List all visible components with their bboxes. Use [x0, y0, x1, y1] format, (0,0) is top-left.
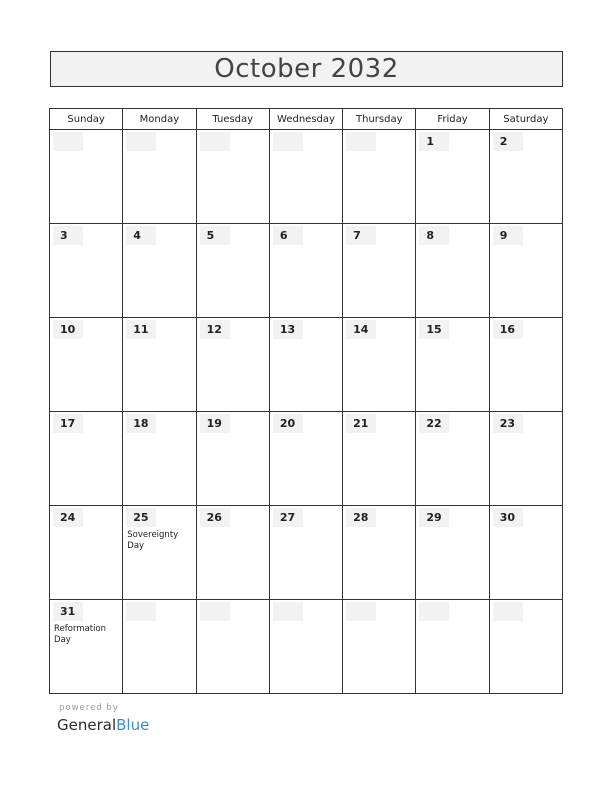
day-cell: [343, 130, 416, 224]
week-row: [50, 318, 563, 412]
day-number: 20: [273, 414, 303, 433]
day-cell: [416, 318, 489, 412]
month-title: October 2032: [214, 54, 399, 84]
day-number: [126, 602, 156, 621]
holiday-label: Sovereignty Day: [127, 530, 179, 551]
day-cell: [269, 224, 342, 318]
holiday-label: Reformation Day: [54, 624, 107, 645]
day-cell: [343, 224, 416, 318]
calendar-grid: [49, 108, 563, 694]
day-number: 10: [53, 320, 83, 339]
day-cell: [416, 506, 489, 600]
day-number: 12: [200, 320, 230, 339]
weekday-header-row: [50, 109, 563, 130]
day-number: [273, 132, 303, 151]
day-cell: [269, 506, 342, 600]
brand-logo: [57, 716, 149, 734]
day-cell: [416, 412, 489, 506]
day-number: 7: [346, 226, 376, 245]
day-cell: [50, 506, 123, 600]
day-cell: [343, 506, 416, 600]
day-number: 3: [53, 226, 83, 245]
day-number: 28: [346, 508, 376, 527]
day-cell: [196, 224, 269, 318]
weekday-friday: Friday: [416, 109, 489, 130]
day-cell: [196, 506, 269, 600]
day-cell: [416, 600, 489, 694]
day-cell: [123, 318, 196, 412]
day-number: 11: [126, 320, 156, 339]
day-number: 1: [419, 132, 449, 151]
day-cell: [269, 600, 342, 694]
weekday-monday: Monday: [123, 109, 196, 130]
day-cell: [123, 506, 196, 600]
day-cell: [489, 318, 562, 412]
day-number: [273, 602, 303, 621]
day-cell: [196, 318, 269, 412]
day-number: 26: [200, 508, 230, 527]
day-number: 16: [493, 320, 523, 339]
weekday-sunday: Sunday: [50, 109, 123, 130]
powered-by-text: powered by: [59, 703, 119, 713]
day-cell: [343, 600, 416, 694]
day-number: 24: [53, 508, 83, 527]
day-number: [200, 132, 230, 151]
day-cell: [196, 412, 269, 506]
day-cell: [343, 318, 416, 412]
day-number: 17: [53, 414, 83, 433]
week-row: [50, 130, 563, 224]
day-number: 19: [200, 414, 230, 433]
month-title-box: [50, 51, 563, 87]
day-cell: [269, 318, 342, 412]
day-cell: [123, 600, 196, 694]
day-cell: [489, 412, 562, 506]
day-cell: [50, 224, 123, 318]
week-row: [50, 224, 563, 318]
day-cell: [50, 318, 123, 412]
day-number: 15: [419, 320, 449, 339]
day-cell: [489, 600, 562, 694]
day-cell: [123, 412, 196, 506]
day-cell: [123, 224, 196, 318]
day-number: 14: [346, 320, 376, 339]
weekday-thursday: Thursday: [343, 109, 416, 130]
day-cell: [416, 130, 489, 224]
day-number: 29: [419, 508, 449, 527]
day-number: [493, 602, 523, 621]
day-number: [419, 602, 449, 621]
week-row: [50, 412, 563, 506]
weekday-tuesday: Tuesday: [196, 109, 269, 130]
week-row: [50, 600, 563, 694]
brand-general: General: [57, 716, 117, 734]
day-cell: [343, 412, 416, 506]
day-cell: [50, 130, 123, 224]
brand-blue: Blue: [116, 716, 150, 734]
day-cell: [489, 224, 562, 318]
day-number: 2: [493, 132, 523, 151]
day-number: [200, 602, 230, 621]
calendar-body: [50, 130, 563, 694]
day-cell: [489, 506, 562, 600]
day-number: 6: [273, 226, 303, 245]
day-cell: [196, 600, 269, 694]
day-number: 18: [126, 414, 156, 433]
day-cell: [416, 224, 489, 318]
day-number: [346, 132, 376, 151]
day-number: [126, 132, 156, 151]
day-number: 9: [493, 226, 523, 245]
day-cell: [269, 412, 342, 506]
weekday-saturday: Saturday: [489, 109, 562, 130]
day-number: [346, 602, 376, 621]
day-cell: [50, 600, 123, 694]
day-number: 8: [419, 226, 449, 245]
day-number: 5: [200, 226, 230, 245]
day-number: 27: [273, 508, 303, 527]
day-number: 30: [493, 508, 523, 527]
week-row: [50, 506, 563, 600]
day-cell: [50, 412, 123, 506]
day-number: 4: [126, 226, 156, 245]
day-number: 31: [53, 602, 83, 621]
day-number: [53, 132, 83, 151]
weekday-wednesday: Wednesday: [269, 109, 342, 130]
day-number: 13: [273, 320, 303, 339]
day-number: 22: [419, 414, 449, 433]
day-cell: [269, 130, 342, 224]
day-cell: [123, 130, 196, 224]
day-number: 23: [493, 414, 523, 433]
day-cell: [196, 130, 269, 224]
day-number: 21: [346, 414, 376, 433]
day-cell: [489, 130, 562, 224]
footer-branding: [57, 703, 149, 734]
day-number: 25: [126, 508, 156, 527]
